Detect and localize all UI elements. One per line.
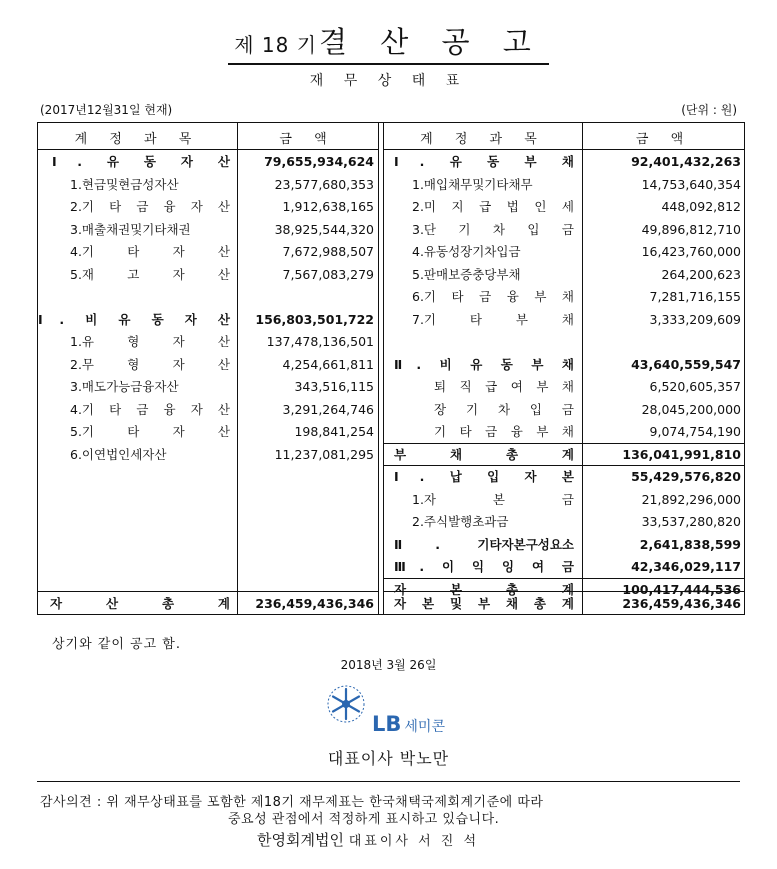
header-amount: 금 액	[279, 132, 336, 147]
liability-account-label: 2.미 지 급 법 인 세	[412, 199, 574, 214]
asset-row	[38, 151, 378, 173]
liability-row	[384, 466, 744, 488]
asset-row	[38, 421, 378, 443]
asset-amount: 198,841,254	[294, 424, 374, 439]
title-period: 제 18 기	[234, 33, 318, 57]
liability-account-label: 장 기 차 입 금	[434, 401, 574, 417]
liability-account-label: 4.유동성장기차입금	[412, 244, 521, 259]
liability-amount: 28,045,200,000	[641, 401, 741, 417]
liability-account-label: 1.자 본 금	[412, 491, 574, 507]
header-amount-right: 금 액	[635, 132, 693, 147]
logo-wordmark	[372, 712, 445, 736]
liability-amount: 6,520,605,357	[649, 379, 741, 394]
liability-row	[384, 376, 744, 398]
liabilities-equity-side	[383, 123, 744, 614]
asset-account-label: 3.매출채권및기타채권	[70, 221, 191, 237]
asset-account-label: 1.현금및현금성자산	[70, 176, 179, 192]
liability-account-label: 부 채 총 계	[394, 446, 574, 462]
liabilities-equity-total-amount: 236,459,436,346	[622, 596, 741, 611]
notice-text: 상기와 같이 공고 함.	[52, 637, 181, 652]
asset-account-label: 4.기 타 자 산	[70, 244, 230, 259]
asset-account-label: Ⅰ. 유 동 자 산	[52, 154, 230, 169]
liability-row	[384, 174, 744, 196]
asset-row	[38, 219, 378, 241]
liability-row	[384, 151, 744, 173]
asset-row	[38, 174, 378, 196]
liability-amount: 448,092,812	[661, 199, 741, 214]
audit-opinion-line2: 중요성 관점에서 적정하게 표시하고 있습니다.	[228, 812, 500, 827]
liability-account-label: Ⅱ. 기타자본구성요소	[394, 536, 574, 552]
auditor-signature	[257, 829, 479, 850]
liability-amount: 16,423,760,000	[641, 244, 741, 259]
liability-account-label: Ⅱ. 비 유 동 부 채	[394, 356, 574, 372]
asset-amount: 11,237,081,295	[274, 446, 374, 462]
liability-row	[384, 421, 744, 443]
liability-amount: 92,401,432,263	[631, 154, 741, 169]
assets-total-amount: 236,459,436,346	[255, 596, 374, 611]
liability-row	[384, 534, 744, 556]
liability-account-label: Ⅲ. 이 익 잉 여 금	[394, 559, 574, 574]
asset-account-label: 3.매도가능금융자산	[70, 379, 179, 394]
asset-row	[38, 376, 378, 398]
liability-account-label: 7.기 타 부 채	[412, 311, 574, 327]
liability-row	[384, 309, 744, 331]
liability-account-label: 1.매입채무및기타채무	[412, 176, 533, 192]
liabilities-header	[384, 123, 744, 150]
asset-row	[38, 354, 378, 376]
asset-account-label: Ⅰ. 비 유 동 자 산	[38, 311, 230, 327]
liability-account-label: Ⅰ. 유 동 부 채	[394, 154, 574, 169]
page-title	[228, 20, 549, 65]
asset-row	[38, 399, 378, 421]
ceo-name: 대표이사 박노만	[327, 749, 450, 768]
liability-row	[384, 286, 744, 308]
liability-row	[384, 241, 744, 263]
asset-amount: 156,803,501,722	[255, 311, 374, 327]
asset-row	[38, 286, 378, 308]
audit-divider	[37, 781, 740, 782]
liability-amount: 9,074,754,190	[649, 424, 741, 439]
liability-amount: 14,753,640,354	[641, 176, 741, 192]
liability-amount: 42,346,029,117	[631, 559, 741, 574]
liability-amount: 100,417,444,536	[622, 581, 741, 597]
asset-row	[38, 264, 378, 286]
asset-row	[38, 309, 378, 331]
asset-row	[38, 196, 378, 218]
liability-row	[384, 196, 744, 218]
asset-amount: 79,655,934,624	[264, 154, 374, 169]
liability-account-label: Ⅰ. 납 입 자 본	[394, 469, 574, 484]
asset-account-label: 2.기 타 금 융 자 산	[70, 199, 230, 214]
liability-account-label: 3.단 기 차 입 금	[412, 221, 574, 237]
asset-amount: 3,291,264,746	[282, 401, 374, 417]
liability-amount: 2,641,838,599	[639, 536, 741, 552]
liability-account-label: 자 본 총 계	[394, 581, 574, 597]
asset-amount: 7,567,083,279	[282, 266, 374, 282]
audit-opinion-line1: 감사의견 : 위 재무상태표를 포함한 제18기 재무제표는 한국채택국제회계기준에 따라	[40, 795, 544, 810]
liability-row	[384, 399, 744, 421]
liability-account-label: 기 타 금 융 부 채	[434, 424, 574, 439]
asset-row	[38, 444, 378, 466]
liability-row	[384, 489, 744, 511]
asset-amount: 1,912,638,165	[282, 199, 374, 214]
audit-firm: 한영회계법인	[257, 831, 344, 849]
assets-header	[38, 123, 378, 150]
asset-amount: 4,254,661,811	[282, 356, 374, 372]
liability-amount: 21,892,296,000	[641, 491, 741, 507]
asset-amount: 38,925,544,320	[274, 221, 374, 237]
liability-account-label: 6.기 타 금 융 부 채	[412, 289, 574, 304]
announcement-date: 2018년 3월 26일	[340, 658, 437, 672]
liability-row	[384, 219, 744, 241]
title-block	[0, 20, 777, 65]
liabilities-equity-total-label: 자 본 및 부 채 총 계	[394, 596, 574, 611]
logo-brand: LB	[372, 712, 402, 736]
liabilities-equity-total-row	[384, 593, 744, 615]
asset-account-label: 5.기 타 자 산	[70, 424, 230, 439]
liability-amount: 136,041,991,810	[622, 446, 741, 462]
liability-account-label: 2.주식발행초과금	[412, 514, 509, 529]
statement-subtitle: 재 무 상 태 표	[309, 73, 468, 89]
liability-account-label: 5.판매보증충당부채	[412, 266, 521, 282]
liability-amount: 49,896,812,710	[641, 221, 741, 237]
asset-account-label: 6.이연법인세자산	[70, 446, 167, 462]
asset-amount: 137,478,136,501	[266, 334, 374, 349]
liability-amount: 7,281,716,155	[649, 289, 741, 304]
liability-account-label: 퇴 직 급 여 부 채	[434, 379, 574, 394]
asset-account-label: 4.기 타 금 융 자 산	[70, 401, 230, 417]
as-of-date: (2017년12월31일 현재)	[40, 103, 173, 117]
liability-row	[384, 511, 744, 533]
liability-amount: 55,429,576,820	[631, 469, 741, 484]
assets-total-row	[38, 593, 378, 615]
asset-account-label: 5.재 고 자 산	[70, 266, 230, 282]
liability-amount: 3,333,209,609	[649, 311, 741, 327]
asset-account-label: 1.유 형 자 산	[70, 334, 230, 349]
audit-signer: 대표이사 서 진 석	[348, 834, 480, 849]
asset-amount: 23,577,680,353	[274, 176, 374, 192]
assets-side	[38, 123, 379, 614]
title-main: 결 산 공 고	[319, 25, 543, 59]
asset-account-label: 2.무 형 자 산	[70, 356, 230, 372]
header-account: 계 정 과 목	[74, 132, 201, 147]
asset-amount: 343,516,115	[294, 379, 374, 394]
liability-amount: 43,640,559,547	[631, 356, 741, 372]
asset-row	[38, 331, 378, 353]
unit-label: (단위 : 원)	[681, 103, 737, 117]
liability-row	[384, 264, 744, 286]
liability-row	[384, 331, 744, 353]
liability-row	[384, 556, 744, 578]
liability-row	[384, 354, 744, 376]
header-account-right: 계 정 과 목	[420, 132, 546, 147]
assets-total-label: 자 산 총 계	[50, 596, 230, 611]
logo-name: 세미콘	[404, 719, 445, 735]
asset-row	[38, 241, 378, 263]
liability-amount: 264,200,623	[661, 266, 741, 282]
liability-amount: 33,537,280,820	[641, 514, 741, 529]
balance-sheet-table	[37, 122, 745, 615]
asset-amount: 7,672,988,507	[282, 244, 374, 259]
liability-row	[384, 444, 744, 466]
